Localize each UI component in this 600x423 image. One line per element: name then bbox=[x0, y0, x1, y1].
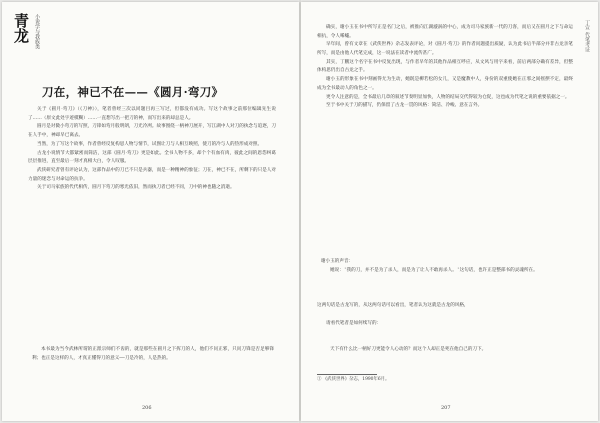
middle-line: 请看代笔者是如何续写的： bbox=[326, 321, 382, 326]
footnote: ① 《武侠世界》杂志，1990年6月。 bbox=[317, 377, 390, 382]
quote-text: 天下有什么比一柄好刀更能令人心动的？而这个人却正是死在他自己的刀下。 bbox=[330, 347, 487, 352]
right-quote-block-a bbox=[321, 258, 569, 275]
footnote-rule bbox=[317, 374, 377, 375]
page-number: 207 bbox=[441, 405, 451, 411]
brand-logo: 青龙 bbox=[14, 12, 29, 45]
right-body-text bbox=[317, 24, 573, 111]
quote-text: 本书最为当今武林所谓的正派宗师们不齿的，就是那些在圆月之下挥刀的人，他们不问正邪，只问刀锋是否足够锋利；也正是这样的人，才真正懂得刀的意义——刀是冷的，人是热的。 bbox=[32, 347, 274, 361]
paragraph: 关于《圆月·弯刀》（《刀神》），笔者曾经三次以同题目再三写过，但都没有成功。写这个故事之前那位编辑先生说了……（原文此处字迹模糊）……一直想写出一把刀的神，而写出来的却总是人。 bbox=[28, 107, 276, 121]
paragraph: 其实，丁鹏这个名字在书中反复出现，与作者早年的其他作品相互呼应，从文风与用字来看，前后两部分确有差异，但整体构思仍出自古龙之手。 bbox=[317, 59, 573, 74]
brand-subtitle: 小说学与我族类 bbox=[34, 14, 40, 49]
paragraph: 关于司马家族的代代相传，圆月下弯刀的寒光依旧，然而执刀者已经不同，刀中的神也随之消逝。 bbox=[37, 185, 235, 191]
right-quote-block-b bbox=[321, 346, 569, 355]
paragraph: 早年间，曾有文章在《武侠世界》杂志发表评论，对《圆月·弯刀》的作者问题提出质疑，认为此书后半部分并非古龙亲笔所写，而是由他人代笔完成，这一说法在读者中流传甚广。 bbox=[317, 42, 573, 56]
running-header-section: 代笔考证 bbox=[584, 32, 590, 52]
paragraph: 当然，为了写这个故事，作者曾经反复构思人物与情节，试图让刀与人相互映照，使刀的冷与人的热形成对照。 bbox=[37, 141, 263, 147]
paragraph: 确实，谢小玉在书中所写正是名门之后，被推向江湖漩涡的中心，成为司马家族新一代的刀客，而后又在圆月之下与命运相抗，令人唏嘘。 bbox=[317, 25, 573, 39]
running-header-author: 丁宣 bbox=[584, 20, 590, 30]
paragraph: 至于书中关于刀的描写，仍保留了古龙一贯的风格：简洁、冷峻、意在言外。 bbox=[326, 103, 483, 109]
middle-line: 这两句话是古龙写的，从这两句话可以看出，笔者认为这就是古龙的风格， bbox=[317, 303, 469, 308]
left-page bbox=[2, 2, 299, 421]
paragraph: 武侠研究者曾有评论认为，这部作品中的刀已不只是兵器，而是一种精神的象征；刀在，神已不在，所剩下的只是人对力量的迷恋与对命运的抗争。 bbox=[28, 167, 276, 182]
chapter-title: 刀在，神已不在——《圆月·弯刀》 bbox=[42, 85, 224, 99]
page-number: 206 bbox=[142, 405, 152, 411]
quote-label: 谢小玉的声音： bbox=[321, 259, 354, 264]
paragraph: 圆月是对微小弯刀的写照，刀锋如弯月般明朗，刀光冷冽。故事围绕一柄神刀展开，写江湖中人对刀的执念与追逐，刀在人手中，神却早已离去。 bbox=[28, 124, 276, 138]
quote-text: 她说：'我的刀，并不是为了杀人，而是为了让人不敢再杀人。'这句话，也许正是整部书的灵魂所在。 bbox=[330, 267, 538, 273]
paragraph: 更令人注意的是，全书最后几章的叙述节奏明显加快，人物的结局交代得较为仓促，这也成为代笔之说的重要依据之一。 bbox=[326, 94, 570, 100]
right-page bbox=[301, 2, 598, 421]
paragraph: 谢小玉的形象在书中刻画得尤为生动，她既是柳若松的女儿，又是魔教中人，身份的双重使她在正邪之间摇摆不定，最终成为全书最动人的角色之一。 bbox=[317, 77, 573, 91]
left-body-text bbox=[28, 106, 276, 193]
left-quote-block bbox=[32, 346, 274, 363]
paragraph: 古龙小说情节大都紧密而简洁，这部《圆月·弯刀》更是如此。全书人物不多，却个个有血有肉，彼此之间的恩怨纠葛层层推进，直至最后一刻才真相大白，令人叹服。 bbox=[28, 150, 276, 165]
